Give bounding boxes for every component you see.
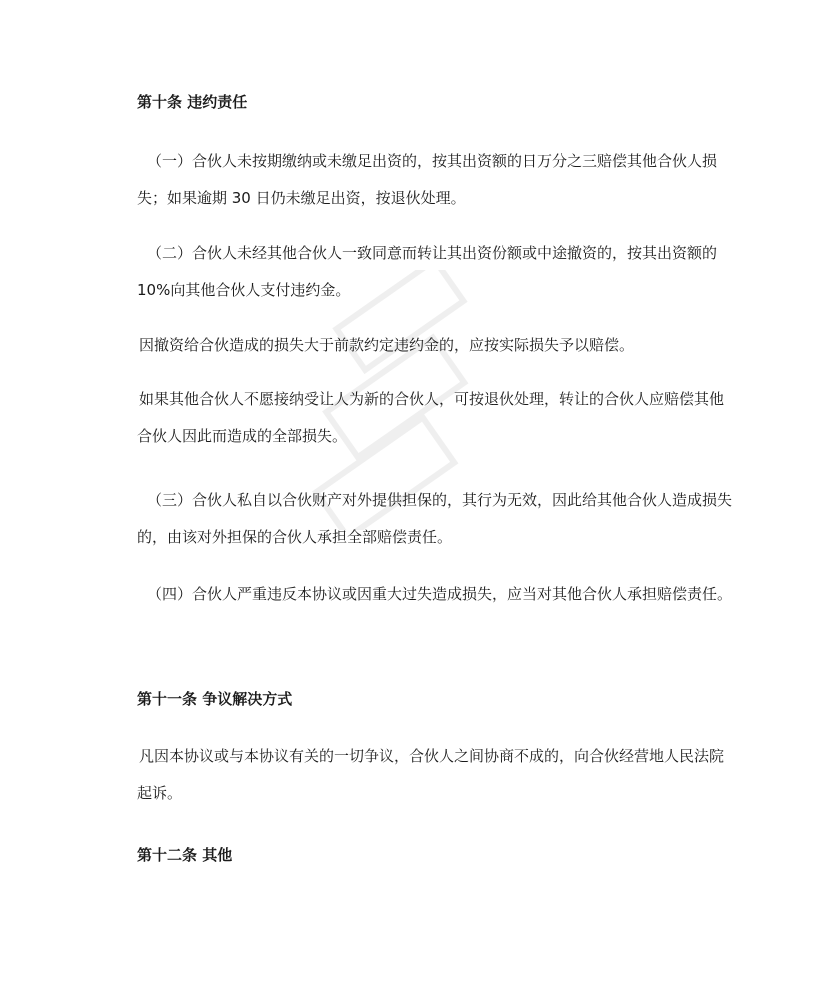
article-10-heading: 第十条 违约责任 <box>137 93 248 111</box>
article-10-paragraph-damages: 因撤资给合伙造成的损失大于前款约定违约金的，应按实际损失予以赔偿。 <box>139 336 635 354</box>
article-10-paragraph-transfer: 如果其他合伙人不愿接纳受让人为新的合伙人，可按退伙处理，转让的合伙人应赔偿其他合伙人因此而造成的全部损失。 <box>137 390 725 445</box>
article-12-heading: 第十二条 其他 <box>137 846 233 864</box>
article-10-clause-4: （四）合伙人严重违反本协议或因重大过失造成损失，应当对其他合伙人承担赔偿责任。 <box>147 585 733 603</box>
article-10-clause-3: （三）合伙人私自以合伙财产对外提供担保的，其行为无效，因此给其他合伙人造成损失的，由该对外担保的合伙人承担全部赔偿责任。 <box>137 491 733 546</box>
article-10-clause-1: （一）合伙人未按期缴纳或未缴足出资的，按其出资额的日万分之三赔偿其他合伙人损失；如果逾期 30 日仍未缴足出资，按退伙处理。 <box>137 152 718 207</box>
article-10-clause-2: （二）合伙人未经其他合伙人一致同意而转让其出资份额或中途撤资的，按其出资额的 10%向其他合伙人支付违约金。 <box>137 244 718 299</box>
article-11-paragraph: 凡因本协议或与本协议有关的一切争议，合伙人之间协商不成的，向合伙经营地人民法院起诉。 <box>137 747 725 802</box>
article-11-heading: 第十一条 争议解决方式 <box>137 690 293 708</box>
